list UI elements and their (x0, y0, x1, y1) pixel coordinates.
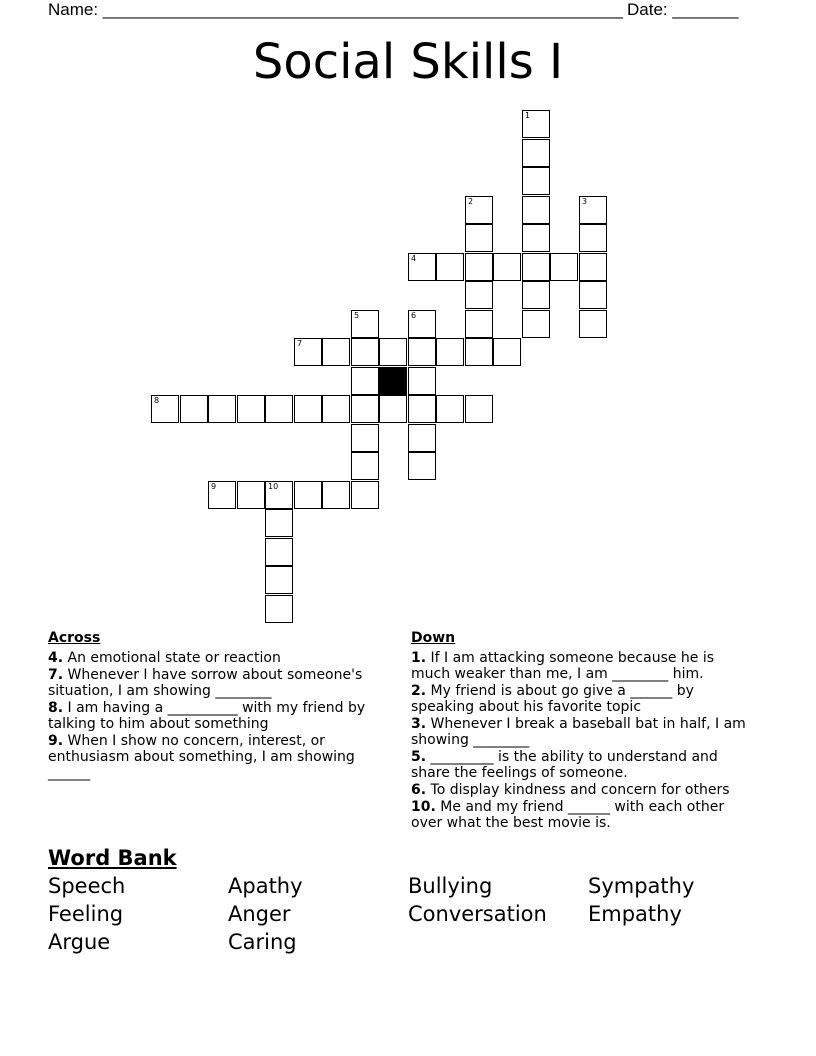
crossword-cell[interactable] (436, 338, 464, 366)
crossword-cell[interactable] (294, 481, 322, 509)
down-heading: Down (411, 630, 456, 646)
crossword-cell[interactable] (579, 281, 607, 309)
clue-text: If I am attacking someone because he is much weaker than me, I am ________ him. (411, 650, 715, 682)
word-bank-item: Speech (48, 874, 126, 898)
clue-number: 1. (411, 650, 427, 666)
name-line: Name: _______________________________________________________ (48, 0, 623, 19)
crossword-cell[interactable] (322, 338, 350, 366)
down-clues (411, 630, 756, 832)
clue-text: An emotional state or reaction (67, 650, 281, 666)
across-heading: Across (48, 630, 101, 646)
word-bank-item: Argue (48, 930, 111, 954)
crossword-cell[interactable] (579, 196, 607, 224)
crossword-cell[interactable] (294, 395, 322, 423)
word-bank-item: Bullying (408, 874, 493, 898)
crossword-cell[interactable] (465, 395, 493, 423)
cell-number: 6 (411, 311, 417, 320)
crossword-cell[interactable] (151, 395, 179, 423)
crossword-cell[interactable] (465, 281, 493, 309)
clue-number: 3. (411, 716, 427, 732)
crossword-cell[interactable] (579, 310, 607, 338)
crossword-cell[interactable] (351, 338, 379, 366)
cell-number: 3 (582, 197, 588, 206)
crossword-cell[interactable] (436, 395, 464, 423)
word-bank-item: Feeling (48, 902, 124, 926)
clue-number: 4. (48, 650, 64, 666)
clue-text: When I show no concern, interest, or enthusiasm about something, I am showing ______ (48, 733, 355, 781)
crossword-cell[interactable] (408, 310, 436, 338)
cell-number: 10 (268, 482, 279, 491)
clue-text: I am having a __________ with my friend by talking to him about something (48, 700, 366, 732)
word-bank-item: Caring (228, 930, 297, 954)
across-clues (48, 630, 398, 782)
clue-down-10 (411, 799, 756, 831)
crossword-cell[interactable] (351, 395, 379, 423)
cell-number: 1 (525, 111, 531, 120)
crossword-cell[interactable] (265, 481, 293, 509)
crossword-cell[interactable] (322, 395, 350, 423)
clue-text: To display kindness and concern for others (430, 782, 730, 798)
crossword-cell[interactable] (351, 481, 379, 509)
crossword-cell[interactable] (180, 395, 208, 423)
crossword-cell[interactable] (265, 538, 293, 566)
clue-down-1 (411, 650, 756, 682)
clue-number: 9. (48, 733, 64, 749)
clue-down-5 (411, 749, 756, 781)
crossword-cell[interactable] (408, 452, 436, 480)
crossword-cell[interactable] (265, 595, 293, 623)
crossword-cell[interactable] (493, 253, 521, 281)
crossword-cell[interactable] (265, 509, 293, 537)
cell-number: 4 (411, 254, 417, 263)
crossword-cell[interactable] (522, 167, 550, 195)
crossword-cell[interactable] (522, 310, 550, 338)
crossword-cell[interactable] (522, 110, 550, 138)
crossword-cell[interactable] (465, 253, 493, 281)
page-title: Social Skills I (252, 34, 564, 90)
clue-number: 8. (48, 700, 64, 716)
crossword-cell[interactable] (322, 481, 350, 509)
clue-across-7 (48, 667, 398, 699)
crossword-cell[interactable] (351, 424, 379, 452)
crossword-cell[interactable] (550, 253, 578, 281)
clue-text: Whenever I break a baseball bat in half, I am showing ________ (411, 716, 746, 748)
word-bank-item: Sympathy (588, 874, 695, 898)
crossword-cell[interactable] (493, 338, 521, 366)
clue-number: 5. (411, 749, 427, 765)
clue-text: Whenever I have sorrow about someone's situation, I am showing ________ (48, 667, 363, 699)
crossword-cell[interactable] (465, 224, 493, 252)
word-bank-title: Word Bank (48, 846, 177, 870)
clue-down-3 (411, 716, 756, 748)
crossword-block (379, 367, 407, 395)
clue-down-2 (411, 683, 756, 715)
crossword-cell[interactable] (579, 253, 607, 281)
crossword-cell[interactable] (436, 253, 464, 281)
crossword-cell[interactable] (465, 338, 493, 366)
crossword-cell[interactable] (408, 253, 436, 281)
cell-number: 5 (354, 311, 360, 320)
crossword-cell[interactable] (208, 395, 236, 423)
crossword-cell[interactable] (379, 395, 407, 423)
clue-number: 6. (411, 782, 427, 798)
crossword-cell[interactable] (522, 253, 550, 281)
crossword-cell[interactable] (208, 481, 236, 509)
word-bank-item: Apathy (228, 874, 303, 898)
crossword-cell[interactable] (522, 139, 550, 167)
crossword-cell[interactable] (351, 452, 379, 480)
clue-text: Me and my friend ______ with each other over what the best movie is. (411, 799, 725, 831)
cell-number: 9 (211, 482, 217, 491)
crossword-cell[interactable] (294, 338, 322, 366)
clue-text: _________ is the ability to understand and share the feelings of someone. (411, 749, 718, 781)
crossword-cell[interactable] (465, 310, 493, 338)
crossword-cell[interactable] (265, 395, 293, 423)
crossword-cell[interactable] (408, 424, 436, 452)
word-bank (48, 874, 768, 954)
clue-number: 7. (48, 667, 64, 683)
clue-across-9 (48, 733, 398, 781)
clue-number: 2. (411, 683, 427, 699)
word-bank-item: Empathy (588, 902, 682, 926)
word-bank-item: Conversation (408, 902, 547, 926)
cell-number: 2 (468, 197, 474, 206)
crossword-cell[interactable] (237, 481, 265, 509)
crossword-cell[interactable] (379, 338, 407, 366)
crossword-cell[interactable] (408, 338, 436, 366)
cell-number: 8 (154, 396, 160, 405)
clue-across-8 (48, 700, 398, 732)
crossword-cell[interactable] (522, 281, 550, 309)
crossword-cell[interactable] (351, 310, 379, 338)
crossword-cell[interactable] (265, 566, 293, 594)
crossword-cell[interactable] (408, 395, 436, 423)
clue-down-6 (411, 782, 756, 798)
crossword-cell[interactable] (237, 395, 265, 423)
clue-number: 10. (411, 799, 436, 815)
crossword-cell[interactable] (408, 367, 436, 395)
crossword-cell[interactable] (522, 196, 550, 224)
clue-across-4 (48, 650, 398, 666)
crossword-cell[interactable] (522, 224, 550, 252)
clue-text: My friend is about go give a ______ by speaking about his favorite topic (411, 683, 694, 715)
cell-number: 7 (297, 339, 303, 348)
crossword-cell[interactable] (579, 224, 607, 252)
crossword-cell[interactable] (465, 196, 493, 224)
word-bank-item: Anger (228, 902, 291, 926)
crossword-cell[interactable] (351, 367, 379, 395)
date-line: Date: _______ (627, 0, 739, 19)
